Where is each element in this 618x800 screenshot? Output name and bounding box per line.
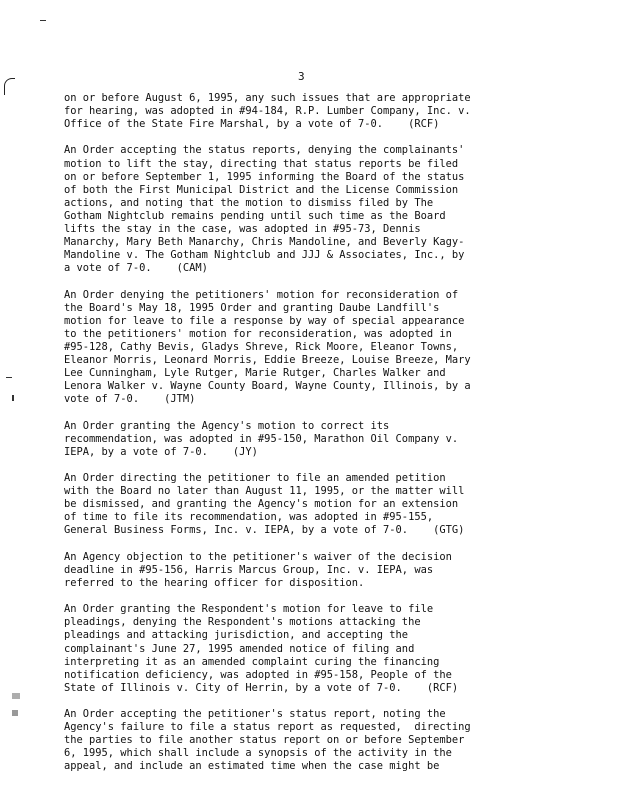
text-line: vote of 7-0. (JTM) <box>64 393 196 406</box>
text-line: notification deficiency, was adopted in #95-158, People of the <box>64 668 452 681</box>
text-line: Agency's failure to file a status report as requested, directing <box>64 721 471 734</box>
text-line: lifts the stay in the case, was adopted in #95-73, Dennis <box>64 223 421 236</box>
scan-speck <box>12 693 20 699</box>
text-line: of time to file its recommendation, was adopted in #95-155, <box>64 511 434 524</box>
paragraph <box>64 289 544 407</box>
body-text <box>64 92 544 787</box>
text-line: for hearing, was adopted in #94-184, R.P. Lumber Company, Inc. v. <box>64 105 471 118</box>
text-line: the Board's May 18, 1995 Order and granting Daube Landfill's <box>64 301 440 314</box>
text-line: An Order granting the Agency's motion to correct its <box>64 419 390 432</box>
text-line: An Order accepting the petitioner's status report, noting the <box>64 708 446 721</box>
scan-corner-mark <box>4 78 15 95</box>
scan-speck <box>12 710 18 716</box>
text-line: pleadings, denying the Respondent's motions attacking the <box>64 616 421 629</box>
text-line: Mandoline v. The Gotham Nightclub and JJJ & Associates, Inc., by <box>64 249 465 262</box>
scan-speck <box>6 377 12 378</box>
paragraph <box>64 551 544 590</box>
paragraph <box>64 144 544 275</box>
text-line: of both the First Municipal District and the License Commission <box>64 183 459 196</box>
text-line: Gotham Nightclub remains pending until such time as the Board <box>64 209 446 222</box>
paragraph <box>64 472 544 537</box>
text-line: Office of the State Fire Marshal, by a vote of 7-0. (RCF) <box>64 118 440 131</box>
text-line: Eleanor Morris, Leonard Morris, Eddie Breeze, Louise Breeze, Mary <box>64 354 471 367</box>
text-line: a vote of 7-0. (CAM) <box>64 262 208 275</box>
text-line: An Order denying the petitioners' motion for reconsideration of <box>64 288 459 301</box>
text-line: motion to lift the stay, directing that status reports be filed <box>64 157 459 170</box>
text-line: 6, 1995, which shall include a synopsis of the activity in the <box>64 747 452 760</box>
text-line: on or before September 1, 1995 informing the Board of the status <box>64 170 465 183</box>
scan-speck <box>12 395 14 401</box>
text-line: to the petitioners' motion for reconsideration, was adopted in <box>64 327 452 340</box>
text-line: #95-128, Cathy Bevis, Gladys Shreve, Rick Moore, Eleanor Towns, <box>64 340 459 353</box>
text-line: complainant's June 27, 1995 amended notice of filing and <box>64 642 415 655</box>
paragraph <box>64 420 544 459</box>
text-line: actions, and noting that the motion to dismiss filed by The <box>64 196 434 209</box>
text-line: An Order granting the Respondent's motion for leave to file <box>64 603 434 616</box>
text-line: interpreting it as an amended complaint curing the financing <box>64 655 440 668</box>
text-line: General Business Forms, Inc. v. IEPA, by a vote of 7-0. (GTG) <box>64 524 465 537</box>
paragraph <box>64 92 544 131</box>
text-line: Lenora Walker v. Wayne County Board, Wayne County, Illinois, by a <box>64 380 471 393</box>
text-line: IEPA, by a vote of 7-0. (JY) <box>64 445 258 458</box>
text-line: State of Illinois v. City of Herrin, by a vote of 7-0. (RCF) <box>64 681 459 694</box>
text-line: on or before August 6, 1995, any such issues that are appropriate <box>64 92 471 104</box>
text-line: be dismissed, and granting the Agency's motion for an extension <box>64 498 459 511</box>
text-line: recommendation, was adopted in #95-150, Marathon Oil Company v. <box>64 432 459 445</box>
scan-speck <box>40 20 46 21</box>
text-line: deadline in #95-156, Harris Marcus Group, Inc. v. IEPA, was <box>64 563 434 576</box>
paragraph <box>64 603 544 695</box>
text-line: the parties to file another status report on or before September <box>64 734 465 747</box>
text-line: referred to the hearing officer for disposition. <box>64 576 365 589</box>
text-line: An Order directing the petitioner to file an amended petition <box>64 472 446 485</box>
text-line: Lee Cunningham, Lyle Rutger, Marie Rutger, Charles Walker and <box>64 367 446 380</box>
paragraph <box>64 708 544 773</box>
text-line: An Order accepting the status reports, denying the complainants' <box>64 144 465 157</box>
text-line: with the Board no later than August 11, 1995, or the matter will <box>64 485 465 498</box>
text-line: motion for leave to file a response by way of special appearance <box>64 314 465 327</box>
page-number: 3 <box>298 70 305 83</box>
text-line: appeal, and include an estimated time when the case might be <box>64 760 440 773</box>
text-line: Manarchy, Mary Beth Manarchy, Chris Mandoline, and Beverly Kagy- <box>64 236 465 249</box>
text-line: An Agency objection to the petitioner's waiver of the decision <box>64 550 452 563</box>
text-line: pleadings and attacking jurisdiction, and accepting the <box>64 629 409 642</box>
